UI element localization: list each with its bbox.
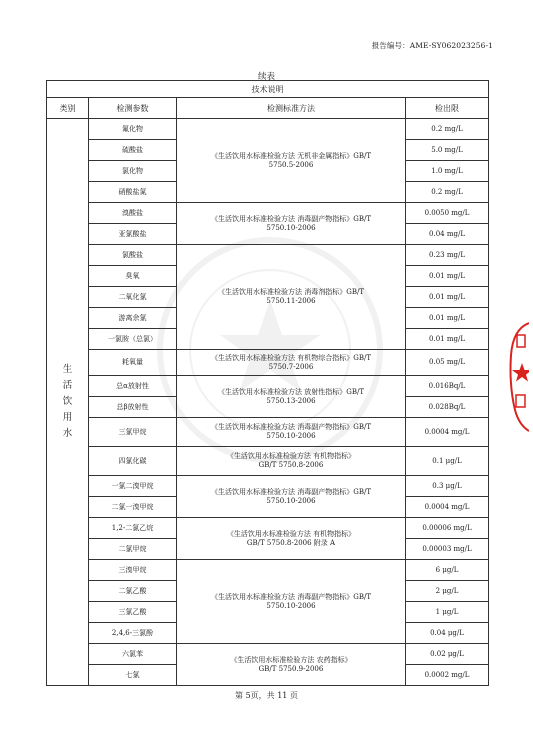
param-cell: 溴酸盐 (89, 203, 177, 224)
param-cell: 总β放射性 (89, 397, 177, 418)
method-line: 《生活饮用水标准检验方法 农药指标》 (230, 655, 352, 664)
param-cell: 游离余氯 (89, 308, 177, 329)
limit-cell: 0.0004 mg/L (406, 418, 489, 447)
method-line: GB/T 5750.8-2006 (258, 461, 324, 469)
method-line: 5750.10-2006 (266, 601, 316, 610)
param-cell: 二氯乙酸 (89, 581, 177, 602)
param-cell: 1,2-二氯乙烷 (89, 518, 177, 539)
param-cell: 总α放射性 (89, 376, 177, 397)
method-line: 《生活饮用水标准检验方法 消毒副产物指标》GB/T (211, 214, 371, 223)
param-cell: 亚氯酸盐 (89, 224, 177, 245)
method-line: 《生活饮用水标准检验方法 放射性指标》GB/T (218, 387, 364, 396)
method-line: 《生活饮用水标准检验方法 消毒剂指标》GB/T (218, 288, 364, 296)
param-cell: 氯酸盐 (89, 245, 177, 266)
param-cell: 氟化物 (89, 119, 177, 140)
param-cell: 硫酸盐 (89, 140, 177, 161)
param-cell: 耗氧量 (89, 350, 177, 376)
continued-label: 续表 (257, 72, 275, 82)
header-parameter: 检测参数 (89, 98, 177, 119)
param-cell: 三氯乙酸 (89, 602, 177, 623)
limit-cell: 2 μg/L (406, 581, 489, 602)
limit-cell: 5.0 mg/L (406, 140, 489, 161)
method-line: 5750.10-2006 (266, 223, 316, 232)
method-cell (177, 376, 406, 418)
method-line: GB/T 5750.8-2006 附录 A (246, 538, 336, 547)
category-char: 活 (62, 380, 73, 391)
method-cell (177, 476, 406, 518)
limit-cell: 0.1 μg/L (406, 447, 489, 476)
limit-cell: 0.016Bq/L (406, 376, 489, 397)
limit-cell: 0.2 mg/L (406, 182, 489, 203)
limit-cell: 0.04 mg/L (406, 224, 489, 245)
param-cell: 三氯甲烷 (89, 418, 177, 447)
header-limit: 检出限 (406, 98, 489, 119)
limit-cell: 0.01 mg/L (406, 287, 489, 308)
category-char: 饮 (62, 396, 73, 407)
param-cell: 氯化物 (89, 161, 177, 182)
limit-cell: 0.01 mg/L (406, 266, 489, 287)
method-line: 5750.7-2006 (268, 362, 314, 371)
red-stamp-icon (507, 315, 529, 435)
param-cell: 硝酸盐氮 (89, 182, 177, 203)
method-line: 《生活饮用水标准检验方法 有机物指标》 (226, 529, 356, 538)
method-line: 5750.10-2006 (266, 496, 316, 505)
limit-cell: 0.01 mg/L (406, 308, 489, 329)
limit-cell: 0.02 μg/L (406, 644, 489, 665)
method-cell (177, 447, 406, 476)
method-cell (177, 245, 406, 350)
category-cell (47, 119, 89, 686)
header-category: 类别 (47, 98, 89, 119)
method-cell (177, 560, 406, 644)
method-line: 《生活饮用水标准检验方法 消毒副产物指标》GB/T (211, 487, 371, 496)
method-line: 《生活饮用水标准检验方法 有机物指标》 (226, 452, 356, 460)
report-number: 报告编号：AME-SY062023256-1 (371, 41, 493, 50)
limit-cell: 1 μg/L (406, 602, 489, 623)
limit-cell: 0.01 mg/L (406, 329, 489, 350)
param-cell: 六氯苯 (89, 644, 177, 665)
category-char: 水 (62, 428, 73, 439)
method-line: GB/T 5750.9-2006 (258, 664, 324, 673)
param-cell: 一氯二溴甲烷 (89, 476, 177, 497)
method-cell (177, 119, 406, 203)
limit-cell: 1.0 mg/L (406, 161, 489, 182)
param-cell: 臭氧 (89, 266, 177, 287)
limit-cell: 0.3 μg/L (406, 476, 489, 497)
category-char: 用 (62, 412, 73, 423)
header-method: 检测标准方法 (177, 98, 406, 119)
method-line: 5750.11-2006 (266, 297, 316, 305)
section-title: 技术说明 (47, 81, 489, 98)
param-cell: 二氯甲烷 (89, 539, 177, 560)
param-cell: 四氯化碳 (89, 447, 177, 476)
technical-spec-table (46, 80, 489, 686)
limit-cell: 0.2 mg/L (406, 119, 489, 140)
param-cell: 七氯 (89, 665, 177, 686)
method-line: 《生活饮用水标准检验方法 消毒副产物指标》GB/T (211, 592, 371, 601)
param-cell: 一氯胺（总氯） (89, 329, 177, 350)
param-cell: 三溴甲烷 (89, 560, 177, 581)
limit-cell: 0.028Bq/L (406, 397, 489, 418)
method-cell (177, 418, 406, 447)
page-footer: 第 5页，共 11 页 (235, 691, 298, 700)
method-cell (177, 644, 406, 686)
method-line: 5750.10-2006 (266, 432, 316, 440)
method-cell (177, 203, 406, 245)
method-line: 5750.13-2006 (266, 396, 316, 405)
method-line: 《生活饮用水标准检验方法 有机物综合指标》GB/T (211, 353, 371, 362)
limit-cell: 6 μg/L (406, 560, 489, 581)
limit-cell: 0.0004 mg/L (406, 497, 489, 518)
method-line: 《生活饮用水标准检验方法 消毒副产物指标》GB/T (211, 423, 371, 431)
limit-cell: 0.05 mg/L (406, 350, 489, 376)
limit-cell: 0.0050 mg/L (406, 203, 489, 224)
limit-cell: 0.00006 mg/L (406, 518, 489, 539)
limit-cell: 0.00003 mg/L (406, 539, 489, 560)
method-cell (177, 350, 406, 376)
method-line: 《生活饮用水标准检验方法 无机非金属指标》GB/T (211, 151, 371, 160)
method-cell (177, 518, 406, 560)
limit-cell: 0.23 mg/L (406, 245, 489, 266)
method-line: 5750.5-2006 (268, 160, 314, 169)
param-cell: 二氯一溴甲烷 (89, 497, 177, 518)
param-cell: 二氧化氯 (89, 287, 177, 308)
limit-cell: 0.0002 mg/L (406, 665, 489, 686)
param-cell: 2,4,6-三氯酚 (89, 623, 177, 644)
limit-cell: 0.04 μg/L (406, 623, 489, 644)
category-char: 生 (62, 364, 73, 375)
